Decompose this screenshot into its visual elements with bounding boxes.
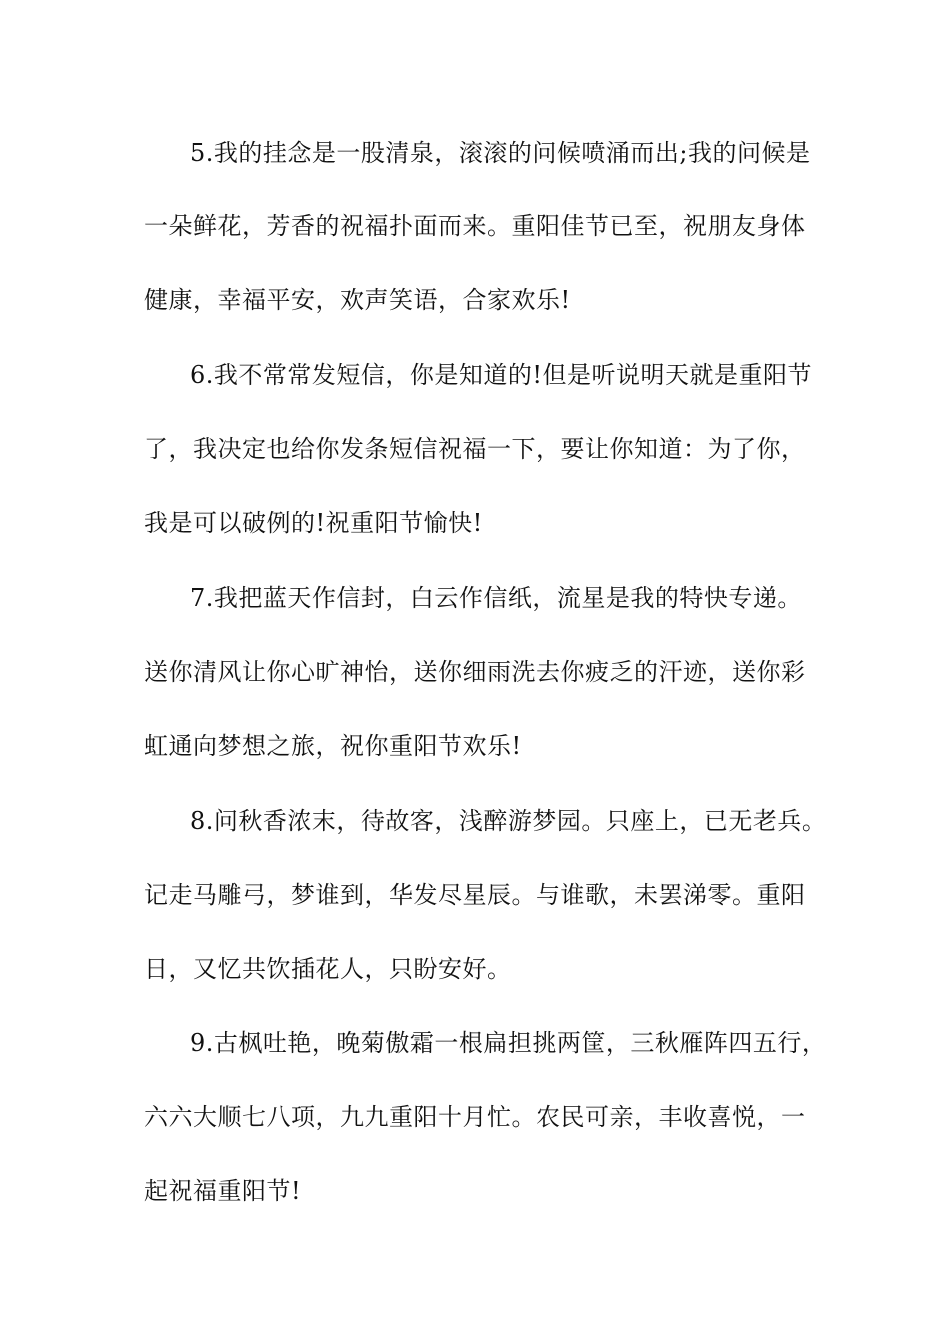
paragraph-5-line-2: 一朵鲜花，芳香的祝福扑面而来。重阳佳节已至，祝朋友身体 [144, 212, 806, 240]
paragraph-8-line-3: 日，又忆共饮插花人，只盼安好。 [144, 955, 512, 983]
paragraph-7-line-3: 虹通向梦想之旅，祝你重阳节欢乐! [144, 732, 522, 760]
paragraph-5-line-3: 健康，幸福平安，欢声笑语，合家欢乐! [144, 286, 571, 314]
paragraph-6-line-3: 我是可以破例的!祝重阳节愉快! [144, 509, 483, 537]
paragraph-6-line-2: 了，我决定也给你发条短信祝福一下，要让你知道：为了你， [144, 435, 806, 463]
paragraph-9-line-1: 9.古枫吐艳，晚菊傲霜一根扁担挑两筐，三秋雁阵四五行， [190, 1029, 827, 1057]
paragraph-8-line-1: 8.问秋香浓末，待故客，浅醉游梦园。只座上，已无老兵。 [190, 807, 827, 835]
paragraph-7-line-1: 7.我把蓝天作信封，白云作信纸，流星是我的特快专递。 [190, 584, 802, 612]
paragraph-9-line-3: 起祝福重阳节! [144, 1177, 302, 1205]
paragraph-8-line-2: 记走马雕弓，梦谁到，华发尽星辰。与谁歌，未罢涕零。重阳 [144, 881, 806, 909]
paragraph-6-line-1: 6.我不常常发短信，你是知道的!但是听说明天就是重阳节 [190, 361, 813, 389]
paragraph-9-line-2: 六六大顺七八项，九九重阳十月忙。农民可亲，丰收喜悦，一 [144, 1103, 806, 1131]
paragraph-5-line-1: 5.我的挂念是一股清泉，滚滚的问候喷涌而出;我的问候是 [190, 139, 811, 167]
paragraph-7-line-2: 送你清风让你心旷神怡，送你细雨洗去你疲乏的汗迹，送你彩 [144, 658, 806, 686]
